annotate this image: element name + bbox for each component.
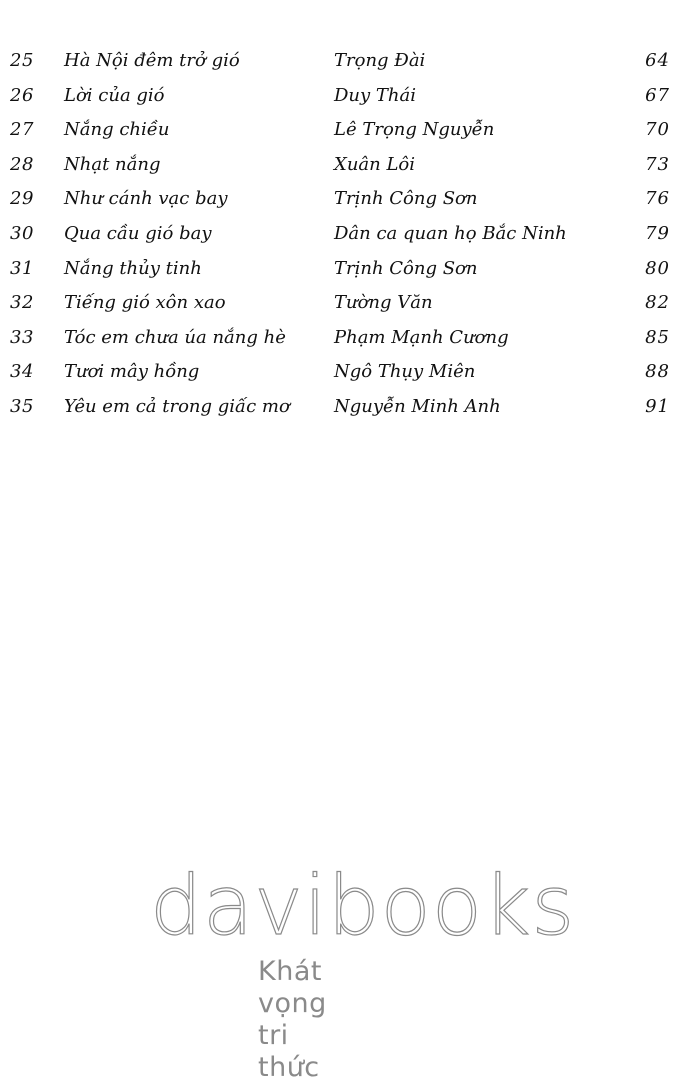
entry-number: 32 bbox=[10, 292, 34, 314]
song-title: Nắng thủy tinh bbox=[64, 257, 202, 279]
page-number: 67 bbox=[645, 84, 670, 106]
song-title: Yêu em cả trong giấc mơ bbox=[64, 395, 290, 417]
toc-row bbox=[0, 390, 700, 425]
page-number: 91 bbox=[645, 395, 670, 417]
toc-row bbox=[0, 44, 700, 79]
song-title: Tiếng gió xôn xao bbox=[64, 292, 226, 314]
song-title: Hà Nội đêm trở gió bbox=[64, 50, 240, 71]
watermark-slogan: Khát vọng tri thức bbox=[258, 956, 327, 1083]
entry-number: 26 bbox=[10, 84, 34, 106]
entry-number: 29 bbox=[10, 188, 34, 210]
page-number: 76 bbox=[645, 188, 670, 210]
song-author: Trịnh Công Sơn bbox=[334, 188, 478, 210]
table-of-contents bbox=[0, 44, 700, 425]
toc-row bbox=[0, 217, 700, 252]
song-title: Nắng chiều bbox=[64, 119, 170, 141]
song-title: Như cánh vạc bay bbox=[64, 188, 228, 210]
toc-row bbox=[0, 286, 700, 321]
song-author: Phạm Mạnh Cương bbox=[334, 326, 509, 348]
entry-number: 31 bbox=[10, 257, 34, 279]
watermark-brand: davibooks bbox=[150, 859, 576, 954]
toc-row bbox=[0, 182, 700, 217]
entry-number: 28 bbox=[10, 153, 34, 175]
page-number: 82 bbox=[645, 292, 670, 314]
page-number: 85 bbox=[645, 326, 670, 348]
page-number: 70 bbox=[645, 119, 670, 141]
entry-number: 34 bbox=[10, 361, 34, 383]
song-author: Ngô Thụy Miên bbox=[334, 361, 476, 383]
song-author: Dân ca quan họ Bắc Ninh bbox=[334, 222, 567, 244]
song-title: Lời của gió bbox=[64, 84, 165, 106]
song-title: Tóc em chưa úa nắng hè bbox=[64, 326, 286, 348]
page-number: 64 bbox=[645, 50, 670, 71]
song-author: Xuân Lôi bbox=[334, 153, 415, 175]
song-author: Lê Trọng Nguyễn bbox=[334, 119, 495, 141]
toc-row bbox=[0, 148, 700, 183]
song-author: Duy Thái bbox=[334, 84, 417, 106]
toc-row bbox=[0, 113, 700, 148]
toc-row bbox=[0, 79, 700, 114]
toc-row bbox=[0, 252, 700, 287]
page-number: 73 bbox=[645, 153, 670, 175]
page-number: 88 bbox=[645, 361, 670, 383]
song-author: Tường Văn bbox=[334, 292, 433, 314]
song-author: Nguyễn Minh Anh bbox=[334, 395, 501, 417]
song-title: Qua cầu gió bay bbox=[64, 222, 212, 244]
page-number: 79 bbox=[645, 222, 670, 244]
entry-number: 30 bbox=[10, 222, 34, 244]
toc-row bbox=[0, 355, 700, 390]
page-number: 80 bbox=[645, 257, 670, 279]
toc-row bbox=[0, 321, 700, 356]
song-title: Tươi mây hồng bbox=[64, 361, 200, 383]
entry-number: 25 bbox=[10, 50, 34, 71]
entry-number: 27 bbox=[10, 119, 34, 141]
entry-number: 35 bbox=[10, 395, 34, 417]
song-author: Trọng Đài bbox=[334, 50, 426, 71]
song-title: Nhạt nắng bbox=[64, 153, 161, 175]
entry-number: 33 bbox=[10, 326, 34, 348]
song-author: Trịnh Công Sơn bbox=[334, 257, 478, 279]
